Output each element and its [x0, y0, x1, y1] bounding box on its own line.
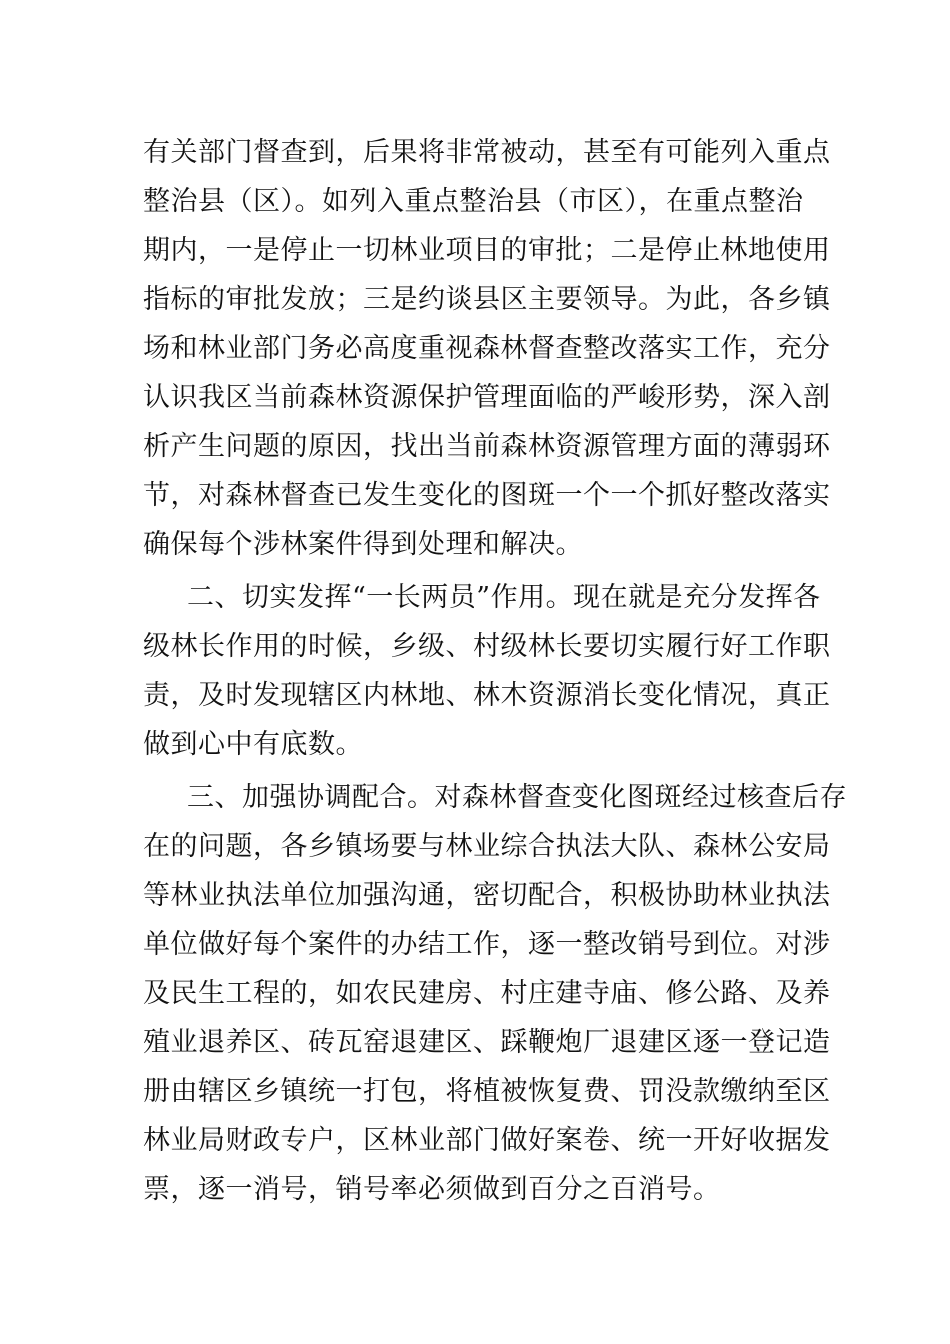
- text-line: 责，及时发现辖区内林地、林木资源消长变化情况，真正: [143, 680, 831, 711]
- text-line: 场和林业部门务必高度重视森林督查整改落实工作，充分: [143, 333, 831, 364]
- text-line: 期内，一是停止一切林业项目的审批；二是停止林地使用: [143, 235, 831, 266]
- text-line: 在的问题，各乡镇场要与林业综合执法大队、森林公安局: [143, 831, 831, 862]
- text-line: 认识我区当前森林资源保护管理面临的严峻形势，深入剖: [143, 382, 831, 413]
- text-line: 殖业退养区、砖瓦窑退建区、踩鞭炮厂退建区逐一登记造: [143, 1027, 831, 1058]
- text-line: 单位做好每个案件的办结工作，逐一整改销号到位。对涉: [143, 929, 831, 960]
- paragraph-heading-line: 二、切实发挥“一长两员”作用。现在就是充分发挥各: [187, 582, 821, 613]
- text-line: 票，逐一消号，销号率必须做到百分之百消号。: [143, 1174, 721, 1205]
- text-line: 节，对森林督查已发生变化的图斑一个一个抓好整改落实: [143, 480, 831, 511]
- text-line: 有关部门督查到，后果将非常被动，甚至有可能列入重点: [143, 137, 831, 168]
- text-line: 整治县（区）。如列入重点整治县（市区），在重点整治: [143, 186, 804, 217]
- text-line: 确保每个涉林案件得到处理和解决。: [143, 529, 583, 560]
- text-line: 册由辖区乡镇统一打包，将植被恢复费、罚没款缴纳至区: [143, 1076, 831, 1107]
- text-line: 指标的审批发放；三是约谈县区主要领导。为此，各乡镇: [143, 284, 831, 315]
- text-line: 林业局财政专户，区林业部门做好案卷、统一开好收据发: [143, 1125, 831, 1156]
- text-line: 级林长作用的时候，乡级、村级林长要切实履行好工作职: [143, 631, 831, 662]
- text-line: 做到心中有底数。: [143, 729, 363, 760]
- text-line: 析产生问题的原因，找出当前森林资源管理方面的薄弱环: [143, 431, 831, 462]
- text-line: 等林业执法单位加强沟通，密切配合，积极协助林业执法: [143, 880, 831, 911]
- text-line: 及民生工程的，如农民建房、村庄建寺庙、修公路、及养: [143, 978, 831, 1009]
- paragraph-heading-line: 三、加强协调配合。对森林督查变化图斑经过核查后存: [187, 782, 847, 813]
